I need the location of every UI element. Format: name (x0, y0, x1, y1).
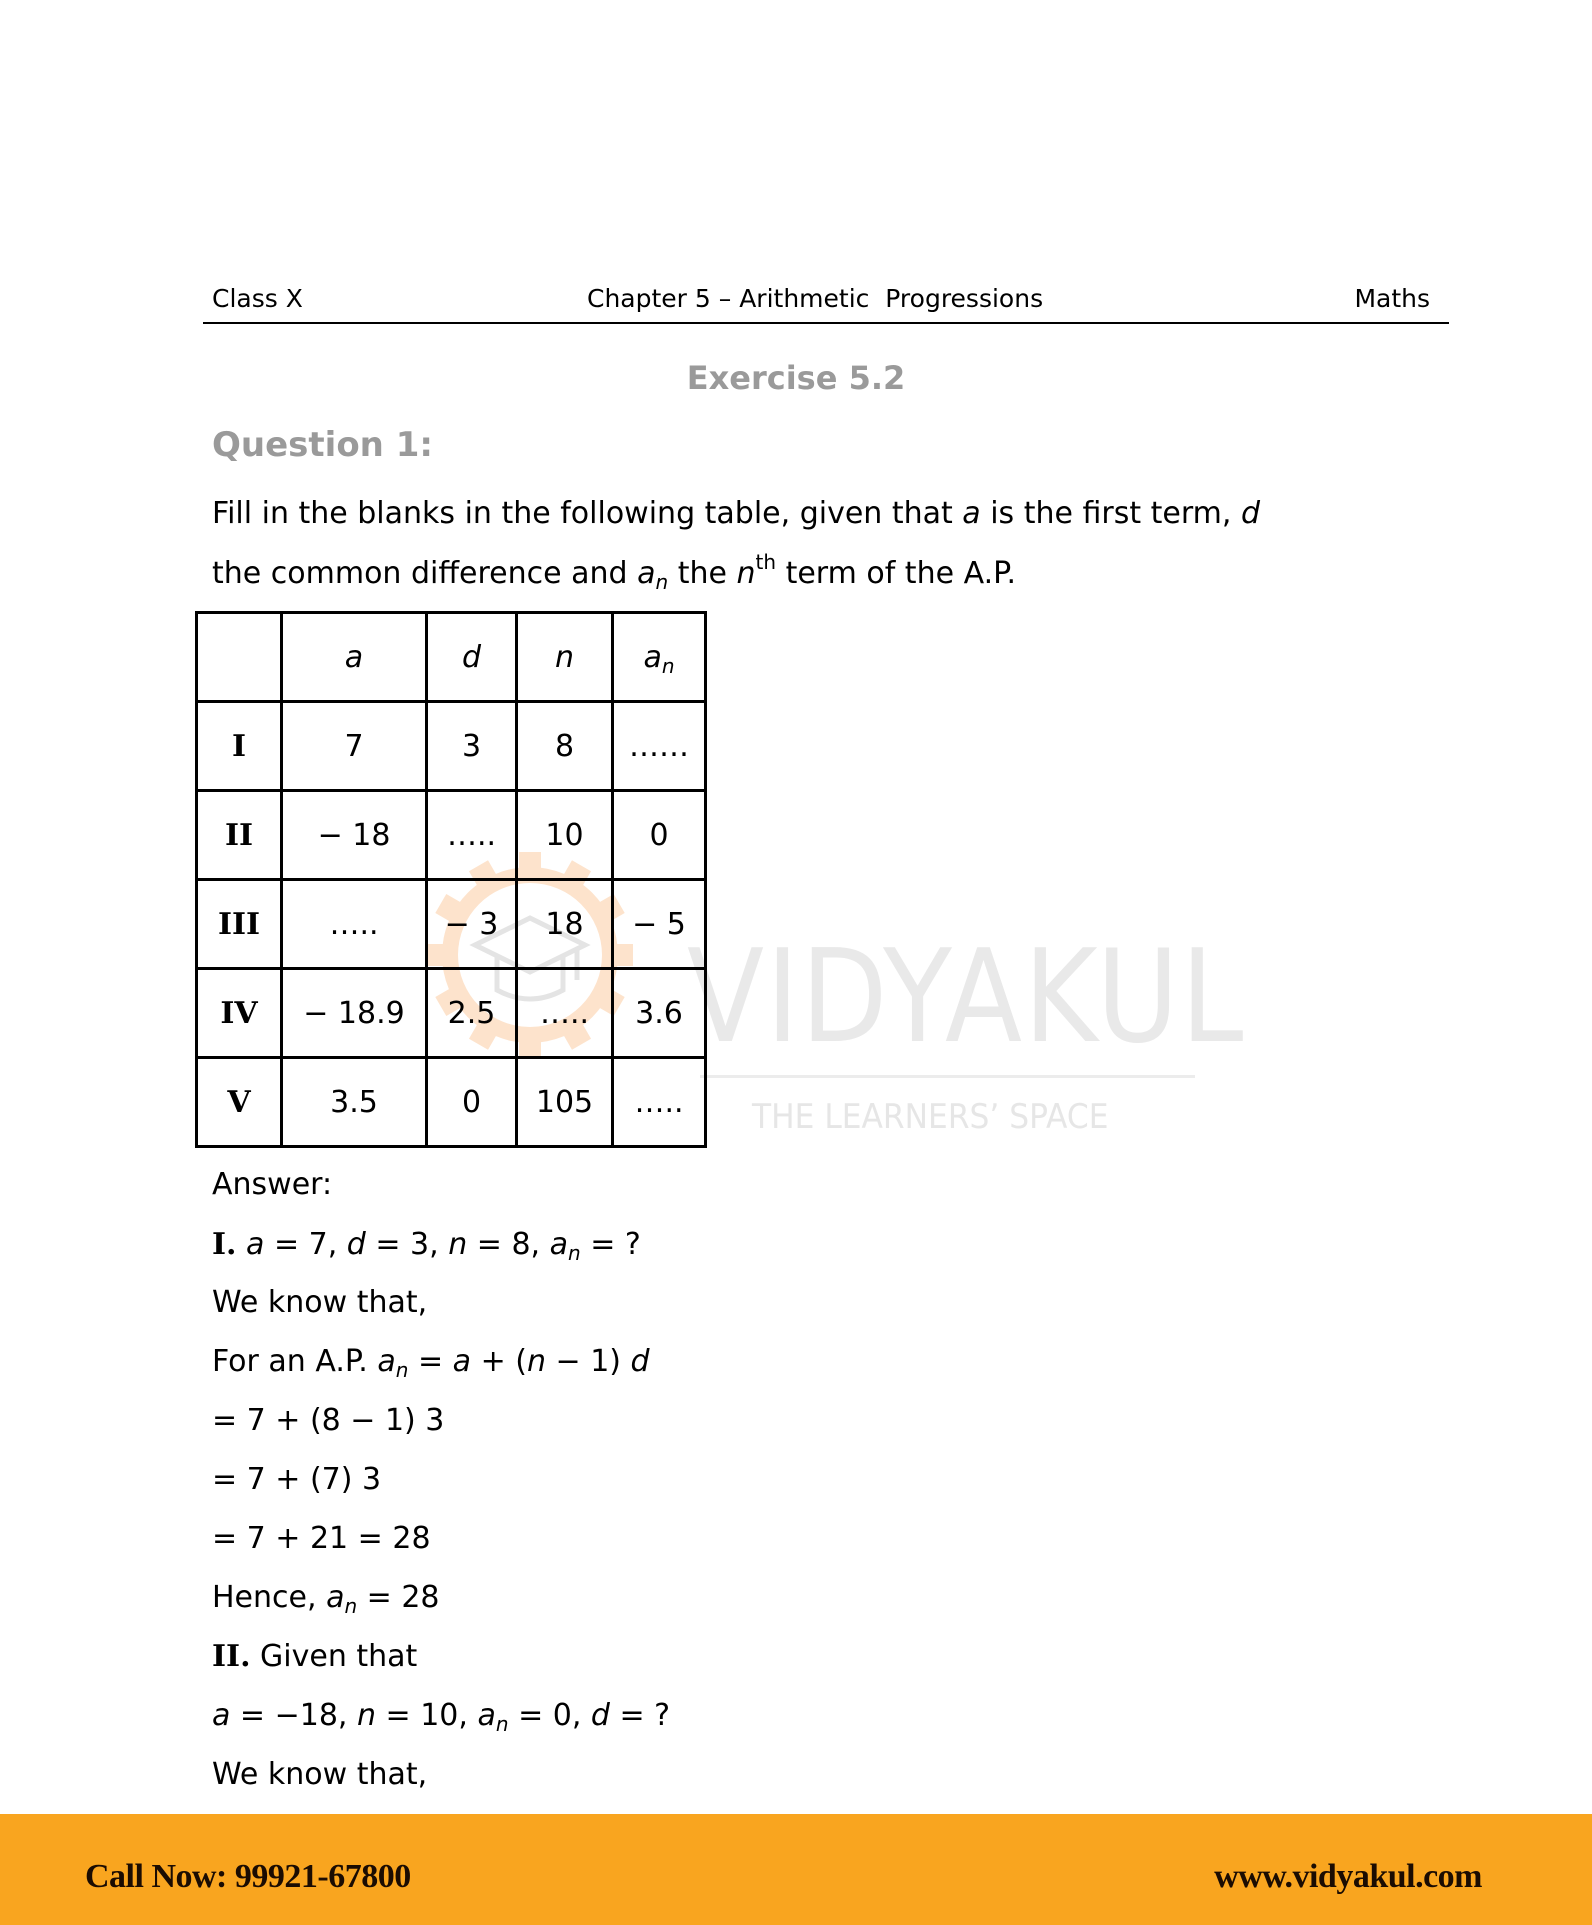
text: = −18, (230, 1698, 357, 1733)
text: = (408, 1344, 453, 1379)
var-a: a (637, 556, 656, 591)
text: = 8, (467, 1227, 550, 1262)
header-divider (203, 322, 1449, 324)
text: is the first term, (980, 496, 1241, 531)
part-label: I. (212, 1227, 237, 1262)
cell-d: − 3 (427, 880, 517, 969)
table-row (197, 702, 706, 791)
cell-n: 18 (517, 880, 613, 969)
answer-line: We know that, (212, 1285, 428, 1320)
cell-an: 3.6 (613, 969, 706, 1058)
watermark-tagline: THE LEARNERS’ SPACE (752, 1097, 1109, 1137)
text: Fill in the blanks in the following table, given that (212, 496, 963, 531)
text: the common difference and (212, 556, 638, 591)
text: = 0, (508, 1698, 591, 1733)
subscript: n (495, 1712, 509, 1736)
var: n (356, 1698, 376, 1733)
text: = 10, (376, 1698, 478, 1733)
header-cell-a (282, 613, 427, 702)
text: = 28 (357, 1580, 440, 1615)
var: a (549, 1227, 568, 1262)
cell-an: 0 (613, 791, 706, 880)
header-a: a (344, 639, 364, 675)
header-an-subscript: n (661, 653, 675, 678)
cell-a: 7 (282, 702, 427, 791)
text: Hence, (212, 1580, 327, 1615)
var-d: d (1240, 496, 1261, 531)
answer-line: We know that, (212, 1757, 428, 1792)
question-line-1 (212, 496, 1260, 532)
text: = ? (580, 1227, 641, 1262)
header-cell-d (427, 613, 517, 702)
text: Given that (250, 1639, 418, 1674)
text: + ( (471, 1344, 527, 1379)
var: a (377, 1344, 396, 1379)
call-now-phone[interactable]: Call Now: 99921-67800 (85, 1858, 411, 1895)
table-header-row (197, 613, 706, 702)
table-row (197, 1058, 706, 1147)
var: a (326, 1580, 345, 1615)
part-label: II. (212, 1639, 251, 1674)
subscript: n (395, 1358, 409, 1382)
question-line-2 (212, 550, 1017, 594)
row-label: V (197, 1058, 282, 1147)
cell-d: ….. (427, 791, 517, 880)
text: − 1) (546, 1344, 631, 1379)
header-chapter: Chapter 5 – Arithmetic Progressions (587, 284, 1044, 313)
row-label: IV (197, 969, 282, 1058)
var: d (346, 1227, 366, 1262)
header-cell-empty (197, 613, 282, 702)
website-link[interactable]: www.vidyakul.com (1214, 1858, 1482, 1895)
watermark-brand: VIDYAKUL (687, 923, 1246, 1072)
cell-a: − 18.9 (282, 969, 427, 1058)
cell-n: 8 (517, 702, 613, 791)
cell-d: 2.5 (427, 969, 517, 1058)
row-label: I (197, 702, 282, 791)
header-class: Class X (212, 284, 303, 313)
var: a (452, 1344, 472, 1379)
answer-label: Answer: (212, 1167, 333, 1202)
header-d: d (461, 639, 482, 675)
cell-a: − 18 (282, 791, 427, 880)
subscript: n (344, 1594, 358, 1618)
cell-an: ….. (613, 1058, 706, 1147)
text: = 3, (365, 1227, 449, 1262)
answer-line: = 7 + (7) 3 (212, 1462, 382, 1497)
row-label: III (197, 880, 282, 969)
var-n: n (736, 556, 756, 591)
table-row (197, 969, 706, 1058)
answer-line (212, 1639, 417, 1675)
answer-line (212, 1344, 650, 1380)
cell-d: 3 (427, 702, 517, 791)
cell-n: 10 (517, 791, 613, 880)
row-label: II (197, 791, 282, 880)
footer-banner (0, 1814, 1592, 1925)
var: n (526, 1344, 546, 1379)
var: a (212, 1698, 231, 1733)
subscript-n: n (655, 570, 669, 594)
header-subject: Maths (1354, 284, 1430, 313)
text: term of the A.P. (776, 556, 1017, 591)
answer-line: = 7 + 21 = 28 (212, 1521, 431, 1556)
cell-d: 0 (427, 1058, 517, 1147)
cell-n: 105 (517, 1058, 613, 1147)
var: n (448, 1227, 468, 1262)
var-a: a (962, 496, 981, 531)
exercise-title-text: Exercise 5.2 (686, 359, 906, 397)
var: a (477, 1698, 496, 1733)
text: = ? (609, 1698, 671, 1733)
answer-line: = 7 + (8 − 1) 3 (212, 1403, 445, 1438)
cell-n: ….. (517, 969, 613, 1058)
cell-an: …… (613, 702, 706, 791)
question-title: Question 1: (212, 425, 433, 465)
cell-a: 3.5 (282, 1058, 427, 1147)
watermark-divider (700, 1075, 1195, 1078)
header-cell-an (613, 613, 706, 702)
cell-a: ….. (282, 880, 427, 969)
answer-line (212, 1580, 440, 1616)
ap-table (195, 611, 707, 1148)
answer-line (212, 1698, 670, 1734)
cell-an: − 5 (613, 880, 706, 969)
var: d (590, 1698, 610, 1733)
answer-line (212, 1227, 641, 1263)
table-row (197, 791, 706, 880)
var: a (246, 1227, 265, 1262)
superscript-th: th (755, 550, 777, 574)
exercise-title (0, 358, 1592, 398)
text: the (668, 556, 737, 591)
var: d (630, 1344, 650, 1379)
text: = 7, (264, 1227, 347, 1262)
header-cell-n (517, 613, 613, 702)
table-row (197, 880, 706, 969)
header-an: a (643, 639, 662, 675)
header-n: n (554, 639, 574, 675)
subscript: n (568, 1241, 581, 1265)
text: For an A.P. (212, 1344, 378, 1379)
